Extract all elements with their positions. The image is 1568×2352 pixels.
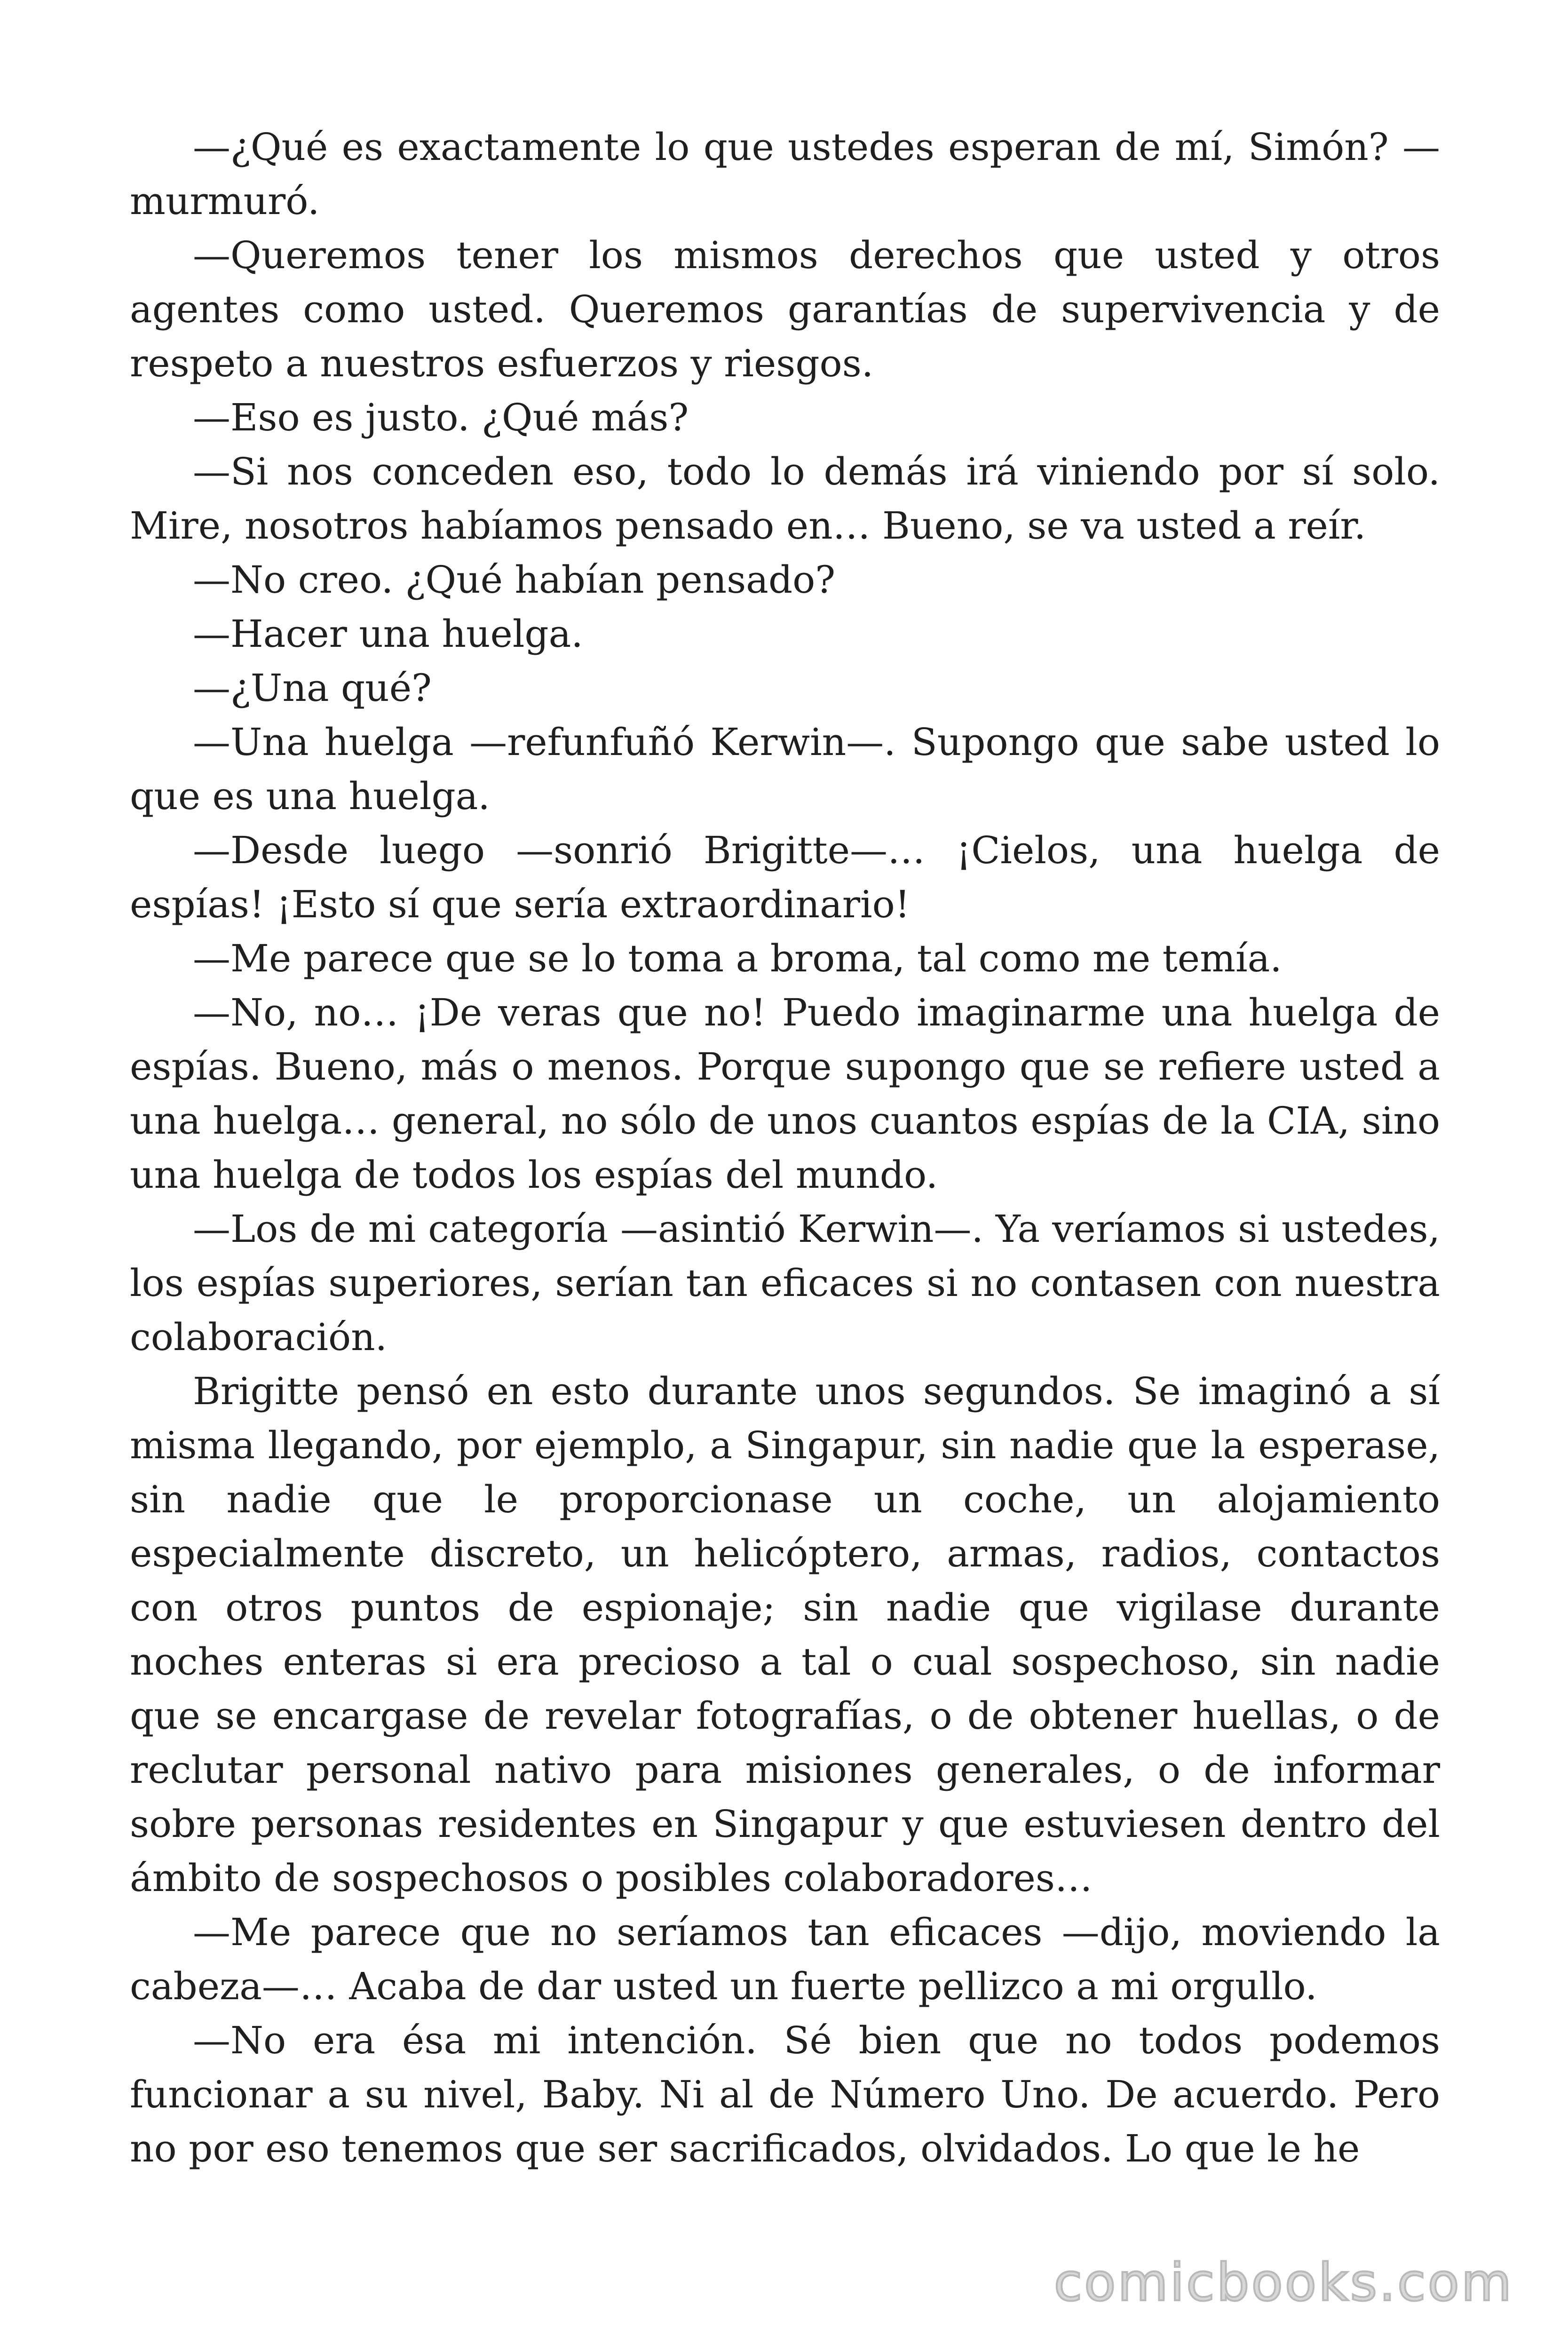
paragraph: —Desde luego —sonrió Brigitte—… ¡Cielos, una huelga de espías! ¡Esto sí que sería extraordinario! [130,828,1440,926]
paragraph: —¿Una qué? [193,666,432,710]
paragraph: —Me parece que se lo toma a broma, tal como me temía. [193,937,1282,980]
paragraph: —¿Qué es exactamente lo que ustedes esperan de mí, Simón? —murmuró. [130,125,1440,223]
body-text [130,120,1440,2176]
watermark: comicbooks.com [1053,2252,1513,2312]
paragraph: —Me parece que no seríamos tan eficaces —dijo, moviendo la cabeza—… Acaba de dar usted un fuerte pellizco a mi orgullo. [130,1910,1440,2008]
paragraph: —Si nos conceden eso, todo lo demás irá viniendo por sí solo. Mire, nosotros habíamos pensado en… Bueno, se va usted a reír. [130,450,1440,548]
paragraph: —No creo. ¿Qué habían pensado? [193,558,836,602]
paragraph: —Los de mi categoría —asintió Kerwin—. Ya veríamos si ustedes, los espías superiores, serían tan eficaces si no contasen con nuestra colaboración. [130,1207,1440,1359]
paragraph: —No era ésa mi intención. Sé bien que no todos podemos funcionar a su nivel, Baby. Ni al de Número Uno. De acuerdo. Pero no por eso tenemos que ser sacrificados, olvidados. Lo que le he [130,2018,1440,2170]
paragraph: —Una huelga —refunfuñó Kerwin—. Supongo que sabe usted lo que es una huelga. [130,720,1440,818]
paragraph: Brigitte pensó en esto durante unos segundos. Se imaginó a sí misma llegando, por ejemplo, a Singapur, sin nadie que la esperase, sin nadie que le proporcionase un coche, un alojamiento especialmente discreto, un helicóptero, armas, radios, contactos con otros puntos de espionaje; sin nadie que vigilase durante noches enteras si era precioso a tal o cual sospechoso, sin nadie que se encargase de revelar fotografías, o de obtener huellas, o de reclutar personal nativo para misiones generales, o de informar sobre personas residentes en Singapur y que estuviesen dentro del ámbito de sospechosos o posibles colaboradores… [130,1369,1440,1900]
paragraph: —Eso es justo. ¿Qué más? [193,396,689,439]
paragraph: —Hacer una huelga. [193,612,583,656]
paragraph: —Queremos tener los mismos derechos que usted y otros agentes como usted. Queremos garantías de supervivencia y de respeto a nuestros esfuerzos y riesgos. [130,233,1440,385]
paragraph: —No, no… ¡De veras que no! Puedo imaginarme una huelga de espías. Bueno, más o menos. Porque supongo que se refiere usted a una huelga… general, no sólo de unos cuantos espías de la CIA, sino una huelga de todos los espías del mundo. [130,991,1440,1197]
